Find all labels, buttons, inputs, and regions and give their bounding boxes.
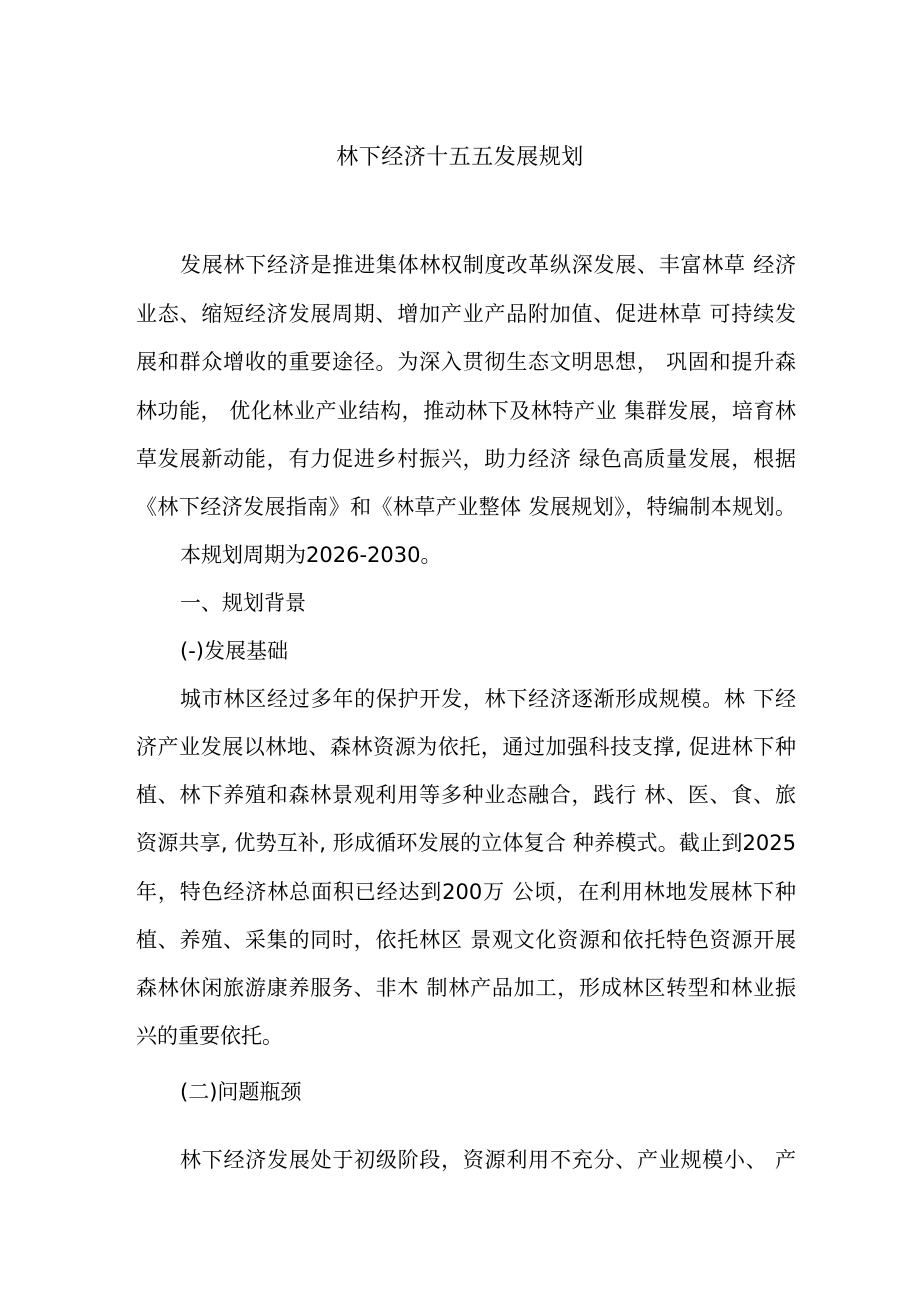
document-title: 林下经济十五五发展规划: [336, 145, 584, 170]
paragraph-line: 资源共享, 优势互补, 形成循环发展的立体复合 种养模式。截止到2025: [136, 831, 796, 855]
paragraph-line: 济产业发展以林地、森林资源为依托，通过加强科技支撑, 促进林下种: [136, 735, 796, 759]
paragraph-line: 植、养殖、采集的同时，依托林区 景观文化资源和依托特色资源开展: [136, 928, 796, 952]
paragraph-line: 森林休闲旅游康养服务、非木 制林产品加工，形成林区转型和林业振: [136, 976, 796, 1000]
subsection-heading: (-)发展基础: [180, 639, 288, 663]
paragraph-line: 林下经济发展处于初级阶段，资源利用不充分、产业规模小、 产: [180, 1148, 796, 1172]
period-line: 本规划周期为2026-2030。: [180, 543, 442, 567]
subsection-heading: (二)问题瓶颈: [180, 1080, 302, 1104]
paragraph-line: 植、林下养殖和森林景观利用等多种业态融合，践行 林、医、食、旅: [136, 783, 796, 807]
section-heading: 一、规划背景: [180, 591, 306, 615]
paragraph-line: 年，特色经济林总面积已经达到200万 公顷，在利用林地发展林下种: [136, 880, 796, 904]
paragraph-line: 发展林下经济是推进集体林权制度改革纵深发展、丰富林草 经济: [180, 253, 796, 277]
paragraph-line: 兴的重要依托。: [136, 1024, 283, 1048]
paragraph-line: 草发展新动能，有力促进乡村振兴，助力经济 绿色高质量发展，根据: [136, 447, 796, 471]
paragraph-line: 《林下经济发展指南》和《林草产业整体 发展规划》，特编制本规划。: [136, 495, 796, 519]
paragraph-line: 业态、缩短经济发展周期、增加产业产品附加值、促进林草 可持续发: [136, 302, 796, 326]
paragraph-line: 林功能， 优化林业产业结构，推动林下及林特产业 集群发展，培育林: [136, 399, 796, 423]
paragraph-line: 城市林区经过多年的保护开发，林下经济逐渐形成规模。林 下经: [180, 687, 796, 711]
paragraph-line: 展和群众增收的重要途径。为深入贯彻生态文明思想， 巩固和提升森: [136, 350, 796, 374]
